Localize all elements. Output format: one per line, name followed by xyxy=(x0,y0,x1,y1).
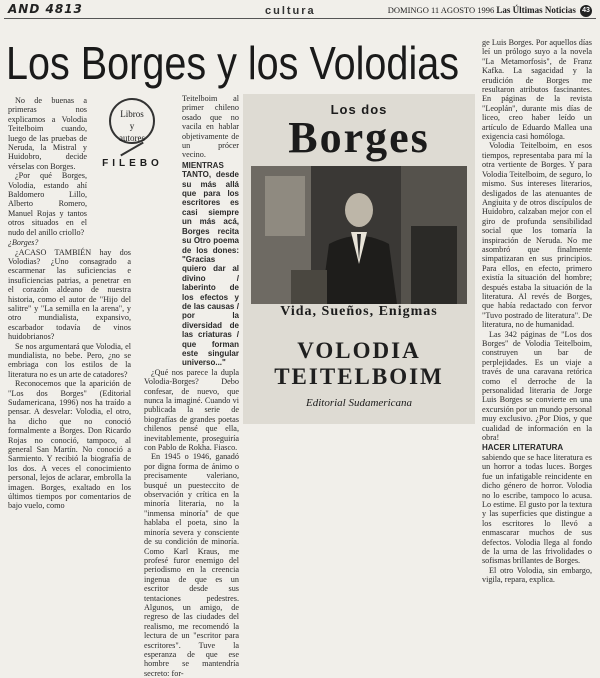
paragraph: En 1945 o 1946, ganadó por digna forma de ánimo o precisamente valeriano, busqué un puesteccito de observación y crítica en la minoría literaria, no la "inmensa minoría" de que hablaba el poeta, sino la minoría severa y consciente de su condición de minoría. Como Karl Kraus, me profesé furor enemigo del periodismo en la creencia ingenua de que es un escritor desde sus tentaciones pedestres. Algunos, un amigo, de regreso de las ciudades del realismo, me recomendó la lectura de un "escritor para escritores". Tuve la esperanza de que ese hombre se mantendría secreto: for- xyxy=(144,452,239,678)
issue-date: DOMINGO 11 AGOSTO 1996 xyxy=(387,5,495,15)
article-column-1 xyxy=(8,96,131,511)
photo-chair xyxy=(411,226,457,304)
newspaper-name: Las Últimas Noticias xyxy=(496,5,576,15)
headline: Los Borges y los Volodias xyxy=(6,37,460,89)
header-rule xyxy=(4,18,596,19)
subheading: HACER LITERATURA xyxy=(482,443,564,453)
column-byline: FILEBO xyxy=(102,158,163,169)
paragraph: Se nos argumentará que Volodia, el mundialista, no bebe. Pero, ¿no se embriaga con los estilos de la literatura no es un arte de catadores? xyxy=(8,341,131,379)
article-column-4 xyxy=(482,38,592,585)
logo-line-1: Libros xyxy=(120,109,144,119)
paragraph: ge Luis Borges. Por aquellos días leí un prólogo suyo a la novela "La Metamorfosis", de Franz Kafka. La sagacidad y la erudición de Borges me resultaron atributos fascinantes. En páginas de la revista "Leoplán", durante mis días de liceo, creo haber leído un artículo de Eduardo Mallea una exigencia casi homóloga. xyxy=(482,38,592,142)
cover-publisher: Editorial Sudamericana xyxy=(305,397,413,409)
cover-title: Borges xyxy=(288,113,430,162)
author-portrait-photo xyxy=(251,166,467,304)
cover-author-first: VOLODIA xyxy=(297,338,421,363)
photo-cane xyxy=(291,270,327,304)
logo-line-3: autores xyxy=(119,133,145,143)
paragraph: sabiendo que se hace literatura es un horror a todas luces. Borges fue un infatigable reincidente en dicho género de horror. Volodia no lo escribe, tampoco lo acusa. Lo estime. El gusto por la textura y las superficies que distingue a los escritores lo llevó a enmascarar muchos de sus defectos. Volodia llega al fondo de la urna de las frivolidades o sofismas brillantes de Borges. xyxy=(482,452,592,566)
paragraph: ¿Qué nos parece la dupla Volodia-Borges? Debo confesar, de nuevo, que nunca la imaginé. Cuando vi publicada la serie de biografías de grandes poetas chilenos pensé que ella, inevitablemente, proseguiría con Pablo de Rokha. Fiasco. xyxy=(144,367,239,453)
paragraph: ¿Por qué Borges, Volodia, estando ahí Baldomero Lillo, Alberto Romero, Manuel Rojas y tantos otros situados en el nudo del anillo criollo? xyxy=(8,171,87,237)
paragraph: ¿ACASO TAMBIÉN hay dos Volodias? ¿Uno consagrado a escarmenar las suficiencias e insuficiencias patrias, a penetrar en el corazón aldeano de nuestra historia, como el autor de "Hijo del salitre" y "La semilla en la arena", y otro mundialista, expansivo, escarbador todavía de vinos huidobrianos? xyxy=(8,247,131,342)
photo-frame xyxy=(265,176,305,236)
book-cover-ad xyxy=(243,94,475,424)
paragraph: El otro Volodia, sin embargo, vigila, repara, explica. xyxy=(482,565,592,585)
cover-title-small: Los dos xyxy=(330,102,388,117)
paragraph: Reconocemos que la aparición de "Los dos Borges" (Editorial Sudamericana, 1996) nos ha traído a pensar. A desvelar: Volodia, el otro, ha dicho que no conoció formalmente a Borges. Don Ricardo Rojas no conoció, tampoco, al general San Martín. No conoció a Sarmiento. Y recibió la biografía de los dos. A veces el conocimiento personal, lejos de aclarar, embrolla la imagen. Borges, exaltado en los últimos tiempos por comentarios de bajo vuelo, como xyxy=(8,379,131,511)
dateline xyxy=(388,5,592,17)
page-number: 43 xyxy=(580,5,592,17)
subheading: MIENTRAS TANTO, desde su más allá que para los escritores es casi siempre un más acá, Borges recita su Otro poema de los dones: "Gracias quiero dar al divino / laberinto de los efectos y de las causas / por la diversidad de las criaturas / que forman este singular universo..." xyxy=(182,160,239,368)
logo-line-2: y xyxy=(129,121,135,131)
paragraph: Teitelboim al primer chileno osado que no vacila en hablar objetivamente de un prócer vecino. xyxy=(182,94,239,160)
paragraph: ¿Borges? xyxy=(8,238,39,248)
handwritten-archive-note: AND 4813 xyxy=(8,2,83,16)
paragraph: No de buenas a primeras nos explicamos a Volodia Teitelboim cuando, luego de las pruebas de Neruda, la Mistral y Huidobro, decide vérselas con Borges. xyxy=(8,96,87,171)
cover-author-last: TEITELBOIM xyxy=(274,364,444,389)
portrait-head xyxy=(345,193,373,227)
cover-subtitle: Vida, Sueños, Enigmas xyxy=(280,304,438,319)
section-label: cultura xyxy=(265,5,316,17)
cover-author xyxy=(243,338,475,390)
paragraph: Las 342 páginas de "Los dos Borges" de Volodia Teitelboim, construyen un bar de perplejidades. Es un viaje a través de una caravana retórica como el derroche de la personalidad literaria de Jorge Luis Borges se convierte en una excursión por un mundo personal muy exclusivo. ¿Por Dios, y que cualidad de información en la obra! xyxy=(482,329,592,443)
paragraph: Volodia Teitelboim, en esos tiempos, representaba para mí la otra vertiente de Borges. Y para Volodia Teitelboim, de seguro, lo mismo. Sus intereses literarios, desligados de las atenuantes de Angiuita y de otros discípulos de Huidobro, calzaban mejor con el giro de profunda sensibilidad social que los tomaría la inspiración de Neruda. No me asombró que finalmente simpatizaran en sus principios. Para ellos, en efecto, primero existía la situación del hombre; después estaba la situación de la literatura. Al revés de Borges, que había redactado con fervor "Tuvo postrado de literatura". De literatura, no de humanidad. xyxy=(482,141,592,330)
article-column-2 xyxy=(144,94,239,678)
